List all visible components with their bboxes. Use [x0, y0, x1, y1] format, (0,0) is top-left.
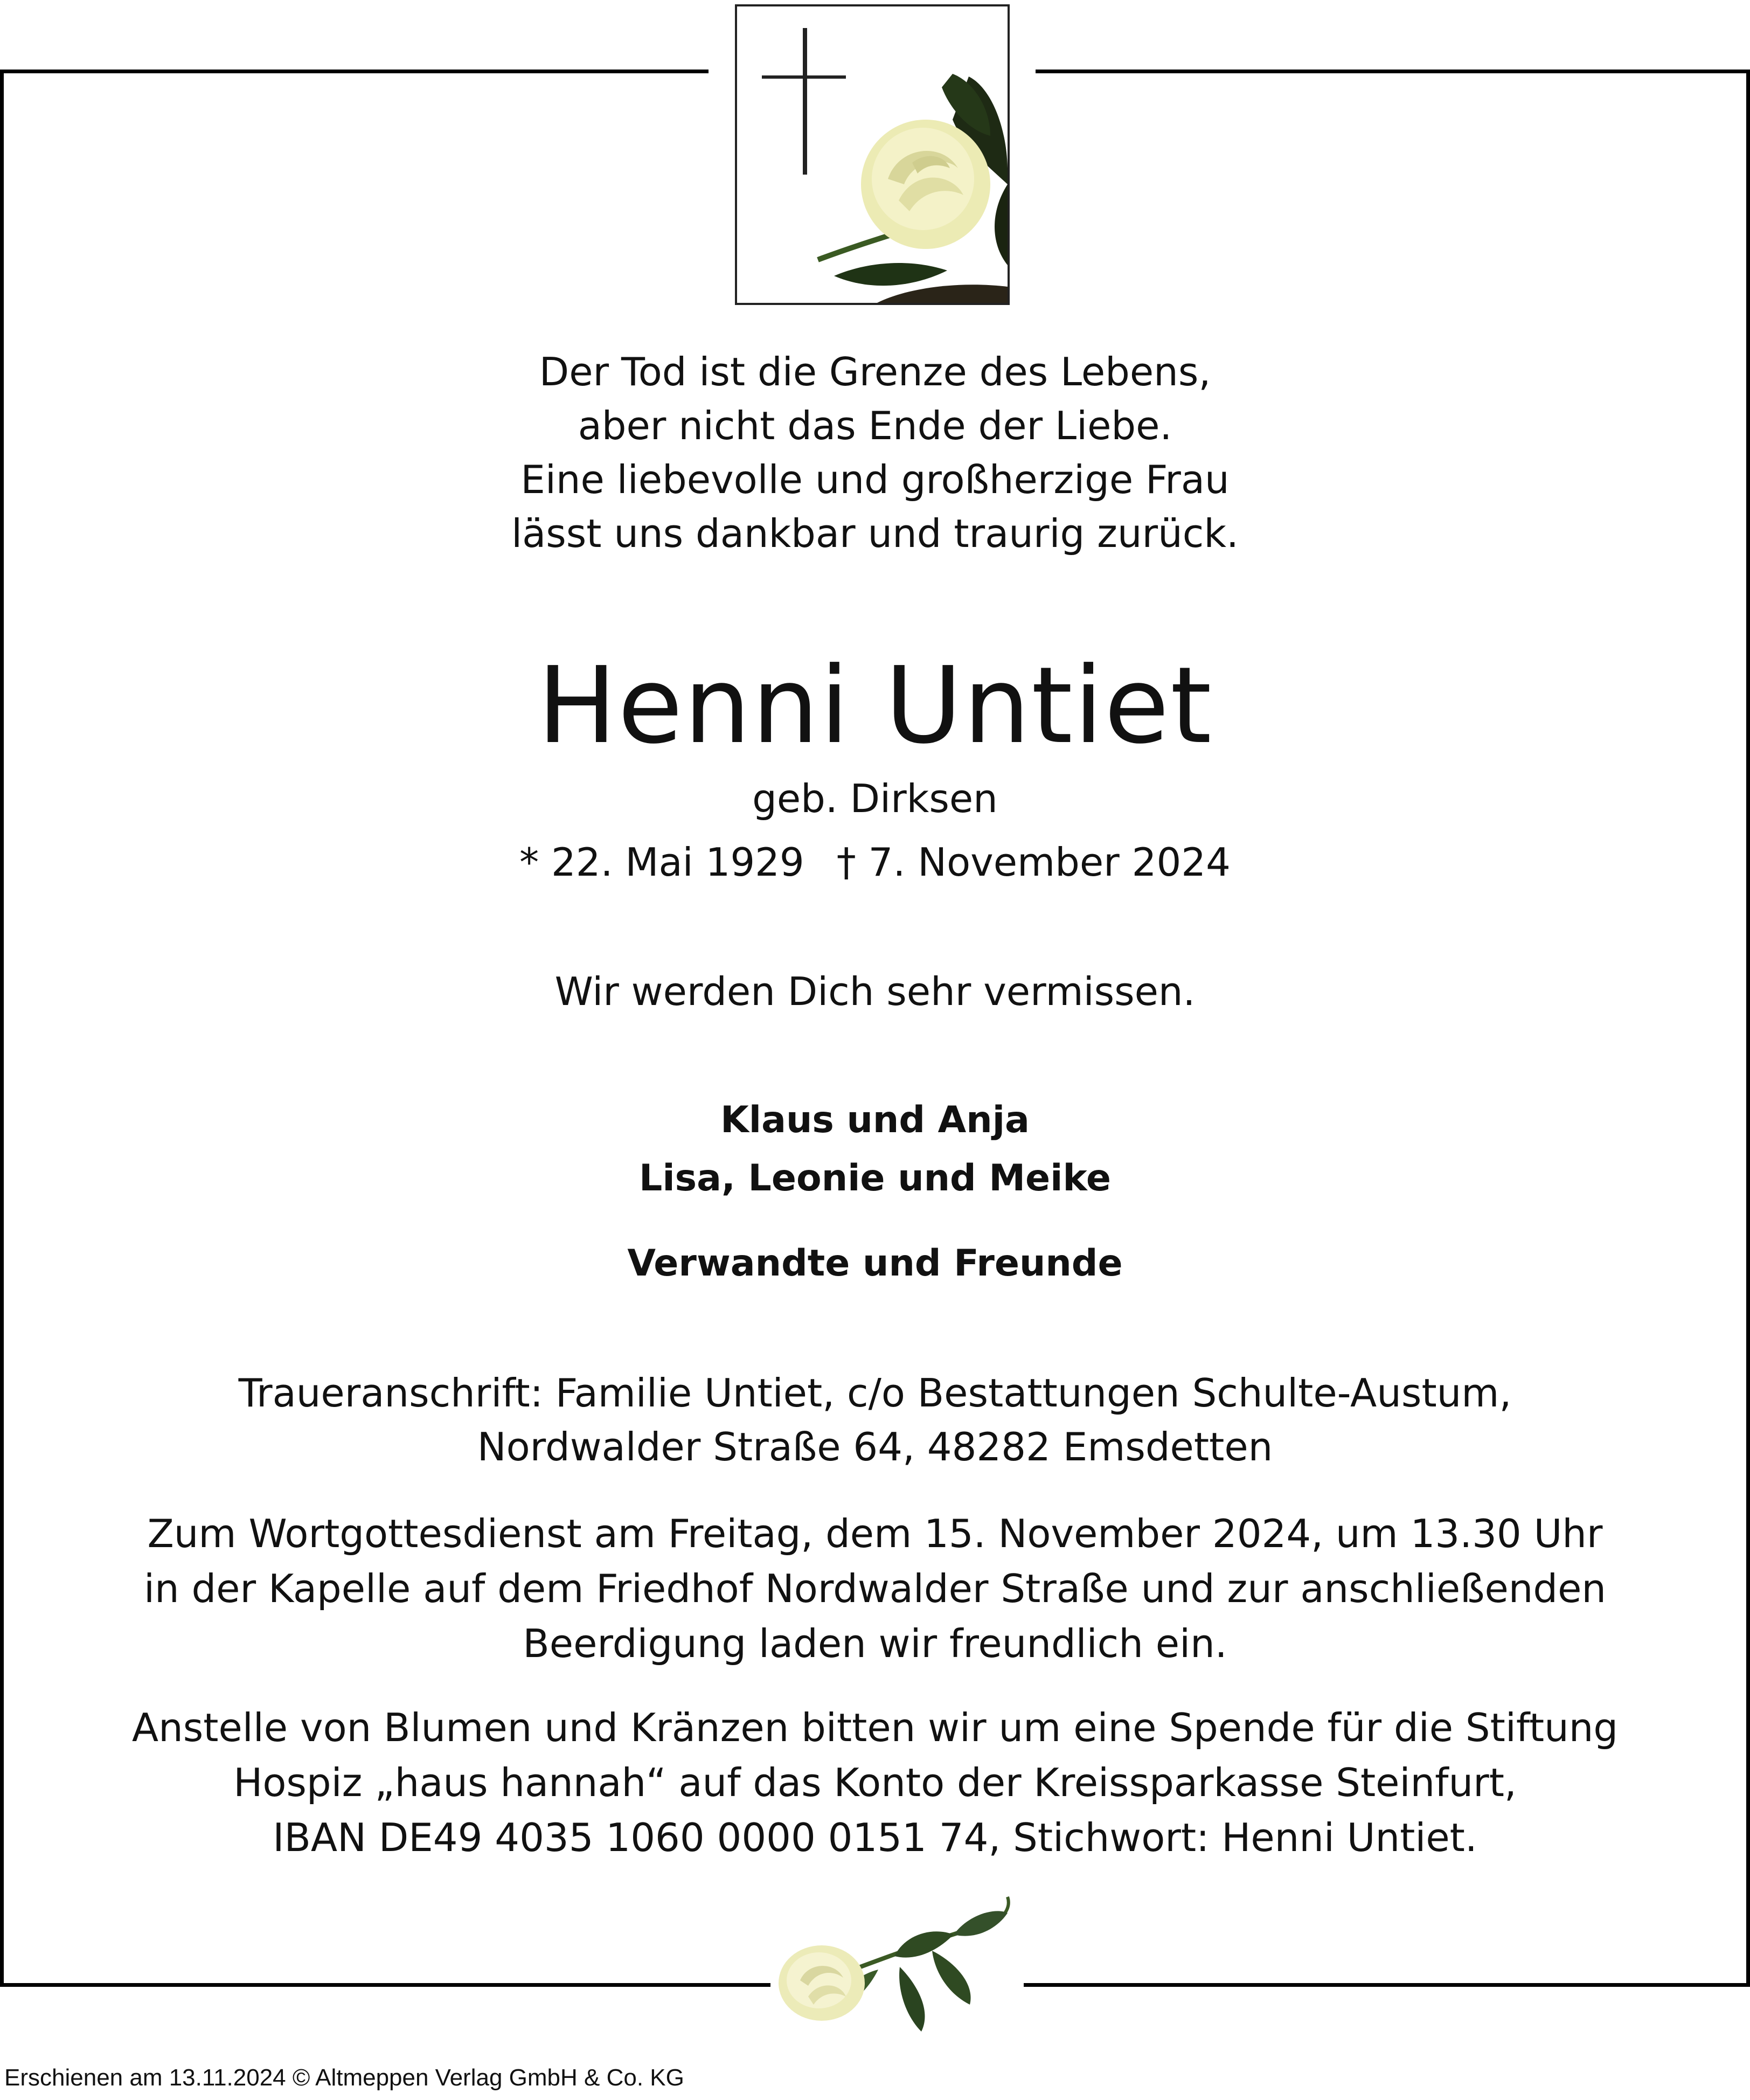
- frame-top-right-line: [1036, 70, 1750, 73]
- service-info: [0, 1506, 1750, 1671]
- poem: [0, 345, 1750, 560]
- service-line: Beerdigung laden wir freundlich ein.: [523, 1621, 1227, 1666]
- address-line: Traueranschrift: Familie Untiet, c/o Bestattungen Schulte-Austum,: [238, 1370, 1512, 1416]
- donation-line: Anstelle von Blumen und Kränzen bitten wir um eine Spende für die Stiftung: [131, 1705, 1619, 1750]
- poem-line: Der Tod ist die Grenze des Lebens,: [539, 349, 1211, 394]
- poem-line: aber nicht das Ende der Liebe.: [578, 403, 1172, 448]
- family-names: [0, 1091, 1750, 1208]
- donation-line: Hospiz „haus hannah“ auf das Konto der Kreissparkasse Steinfurt,: [233, 1760, 1517, 1805]
- mourning-address: [0, 1366, 1750, 1474]
- service-line: Zum Wortgottesdienst am Freitag, dem 15. November 2024, um 13.30 Uhr: [147, 1511, 1603, 1556]
- cross-with-rose-icon: [735, 4, 1010, 305]
- frame-bottom-left-line: [0, 1983, 770, 1987]
- rose-icon: [770, 1875, 1024, 2032]
- family-line: Klaus und Anja: [720, 1099, 1030, 1141]
- family-line: Lisa, Leonie und Meike: [639, 1157, 1111, 1200]
- birth-date: * 22. Mai 1929: [519, 840, 804, 885]
- deceased-name: Henni Untiet: [537, 644, 1213, 767]
- donation-info: [0, 1700, 1750, 1865]
- relatives-line: Verwandte und Freunde: [627, 1242, 1123, 1285]
- life-dates: [0, 835, 1750, 889]
- frame-top-left-line: [0, 70, 709, 73]
- farewell-text: Wir werden Dich sehr vermissen.: [554, 969, 1196, 1014]
- address-line: Nordwalder Straße 64, 48282 Emsdetten: [477, 1424, 1273, 1470]
- poem-line: lässt uns dankbar und traurig zurück.: [511, 511, 1239, 556]
- service-line: in der Kapelle auf dem Friedhof Nordwalder Straße und zur anschließenden: [143, 1566, 1607, 1611]
- poem-line: Eine liebevolle und großherzige Frau: [520, 457, 1230, 502]
- maiden-name: geb. Dirksen: [752, 776, 998, 821]
- donation-line: IBAN DE49 4035 1060 0000 0151 74, Stichwort: Henni Untiet.: [273, 1815, 1477, 1860]
- frame-bottom-right-line: [1024, 1983, 1750, 1987]
- publication-footer: Erschienen am 13.11.2024 © Altmeppen Verlag GmbH & Co. KG: [4, 2064, 684, 2091]
- death-date: † 7. November 2024: [836, 840, 1231, 885]
